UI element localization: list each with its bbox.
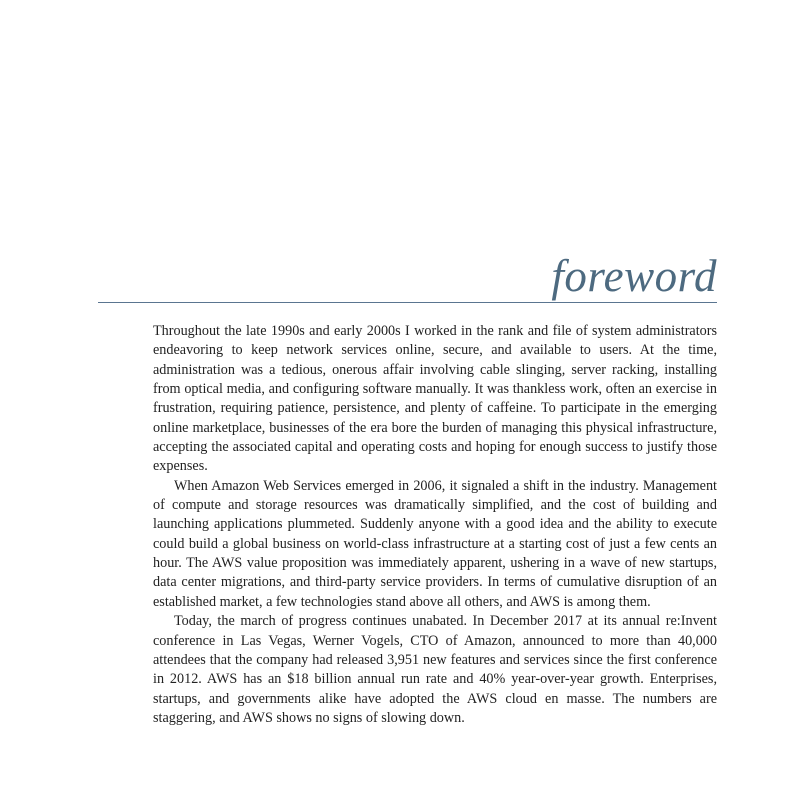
chapter-title: foreword [551,251,717,301]
paragraph-1: Throughout the late 1990s and early 2000s I worked in the rank and file of system administrators endeavoring to keep network services online, secure, and available to users. At the time, administration was a tedious, onerous affair involving cable slinging, server racking, installing from optical media, and configuring software manually. It was thankless work, often an exercise in frustration, requiring patience, persistence, and plenty of caffeine. To participate in the emerging online marketplace, businesses of the era bore the burden of managing this physical infrastructure, accepting the associated capital and operating costs and hoping for enough success to justify those expenses. [153,323,717,475]
paragraph-2: When Amazon Web Services emerged in 2006, it signaled a shift in the industry. Management of compute and storage resources was dramatically simplified, and the cost of building and launching applications plummeted. Suddenly anyone with a good idea and the ability to execute could build a global business on world-class infrastructure at a starting cost of just a few cents an hour. The AWS value proposition was immediately apparent, ushering in a wave of new startups, data center migrations, and third-party service providers. In terms of cumulative disruption of an established market, a few technologies stand above all others, and AWS is among them. [153,477,717,610]
title-rule [98,302,717,303]
body-text [153,322,717,728]
paragraph-3: Today, the march of progress continues unabated. In December 2017 at its annual re:Invent conference in Las Vegas, Werner Vogels, CTO of Amazon, announced to more than 40,000 attendees that the company had released 3,951 new features and services since the first conference in 2012. AWS has an $18 billion annual run rate and 40% year-over-year growth. Enterprises, startups, and governments alike have adopted the AWS cloud en masse. The numbers are staggering, and AWS shows no signs of slowing down. [153,613,717,726]
